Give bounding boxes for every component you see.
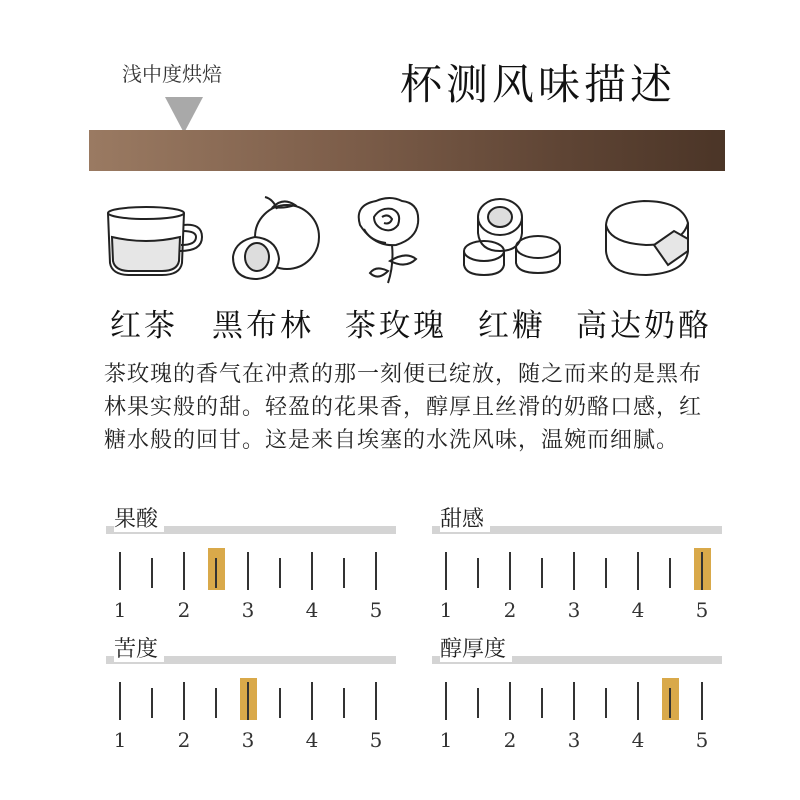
major-tick (701, 682, 703, 720)
scale-number: 3 (567, 728, 581, 752)
major-tick (637, 552, 639, 590)
major-tick (375, 682, 377, 720)
major-tick (637, 682, 639, 720)
minor-tick (477, 688, 479, 718)
flavor-label-plum: 黑布林 (212, 308, 314, 344)
major-tick (375, 552, 377, 590)
scale-number: 1 (113, 598, 127, 622)
minor-tick (343, 558, 345, 588)
minor-tick (669, 558, 671, 588)
scale-title: 果酸 (114, 508, 164, 532)
major-tick (573, 552, 575, 590)
scale-number: 3 (567, 598, 581, 622)
minor-tick (151, 688, 153, 718)
scale-number: 2 (177, 728, 191, 752)
minor-tick (215, 558, 217, 588)
major-tick (445, 552, 447, 590)
flavor-label-gouda: 高达奶酪 (576, 308, 712, 344)
major-tick (247, 552, 249, 590)
brown-sugar-icon (458, 195, 568, 285)
scale-sweetness (432, 507, 732, 622)
scale-number: 3 (241, 728, 255, 752)
flavor-label-tea-rose: 茶玫瑰 (345, 308, 447, 344)
roast-level-pointer (165, 97, 203, 133)
scale-number: 1 (439, 728, 453, 752)
rose-icon (340, 195, 450, 285)
scale-number: 4 (631, 598, 645, 622)
major-tick (119, 552, 121, 590)
major-tick (247, 682, 249, 720)
minor-tick (669, 688, 671, 718)
minor-tick (151, 558, 153, 588)
minor-tick (541, 558, 543, 588)
scale-number: 5 (695, 728, 709, 752)
scale-title: 苦度 (114, 638, 164, 662)
minor-tick (477, 558, 479, 588)
major-tick (311, 552, 313, 590)
scale-acidity (106, 507, 406, 622)
scale-number: 2 (177, 598, 191, 622)
scale-number: 2 (503, 728, 517, 752)
minor-tick (605, 558, 607, 588)
plum-icon (225, 195, 335, 285)
scale-number: 3 (241, 598, 255, 622)
minor-tick (279, 688, 281, 718)
minor-tick (343, 688, 345, 718)
flavor-description: 茶玫瑰的香气在冲煮的那一刻便已绽放，随之而来的是黑布林果实般的甜。轻盈的花果香，醇厚且丝滑的奶酪口感，红糖水般的回甘。这是来自埃塞的水洗风味，温婉而细腻。 (104, 362, 703, 453)
major-tick (573, 682, 575, 720)
scale-title: 醇厚度 (440, 638, 512, 662)
scale-bitterness (106, 637, 406, 752)
major-tick (509, 682, 511, 720)
roast-level-label: 浅中度烘焙 (122, 62, 222, 86)
scale-number: 1 (113, 728, 127, 752)
scale-title: 甜感 (440, 508, 490, 532)
scale-number: 4 (305, 598, 319, 622)
major-tick (311, 682, 313, 720)
minor-tick (541, 688, 543, 718)
major-tick (183, 552, 185, 590)
minor-tick (279, 558, 281, 588)
scale-number: 4 (305, 728, 319, 752)
roast-gradient-bar (89, 130, 725, 171)
scale-number: 2 (503, 598, 517, 622)
major-tick (183, 682, 185, 720)
flavor-label-black-tea: 红茶 (110, 308, 178, 344)
scale-number: 4 (631, 728, 645, 752)
scale-number: 5 (695, 598, 709, 622)
major-tick (119, 682, 121, 720)
minor-tick (605, 688, 607, 718)
page-title: 杯测风味描述 (400, 60, 677, 109)
scale-number: 1 (439, 598, 453, 622)
major-tick (509, 552, 511, 590)
flavor-label-brown-sugar: 红糖 (478, 308, 546, 344)
major-tick (701, 552, 703, 590)
scale-body (432, 637, 732, 752)
gouda-cheese-icon (594, 195, 704, 285)
scale-number: 5 (369, 728, 383, 752)
tea-cup-icon (100, 195, 210, 285)
scale-number: 5 (369, 598, 383, 622)
minor-tick (215, 688, 217, 718)
major-tick (445, 682, 447, 720)
